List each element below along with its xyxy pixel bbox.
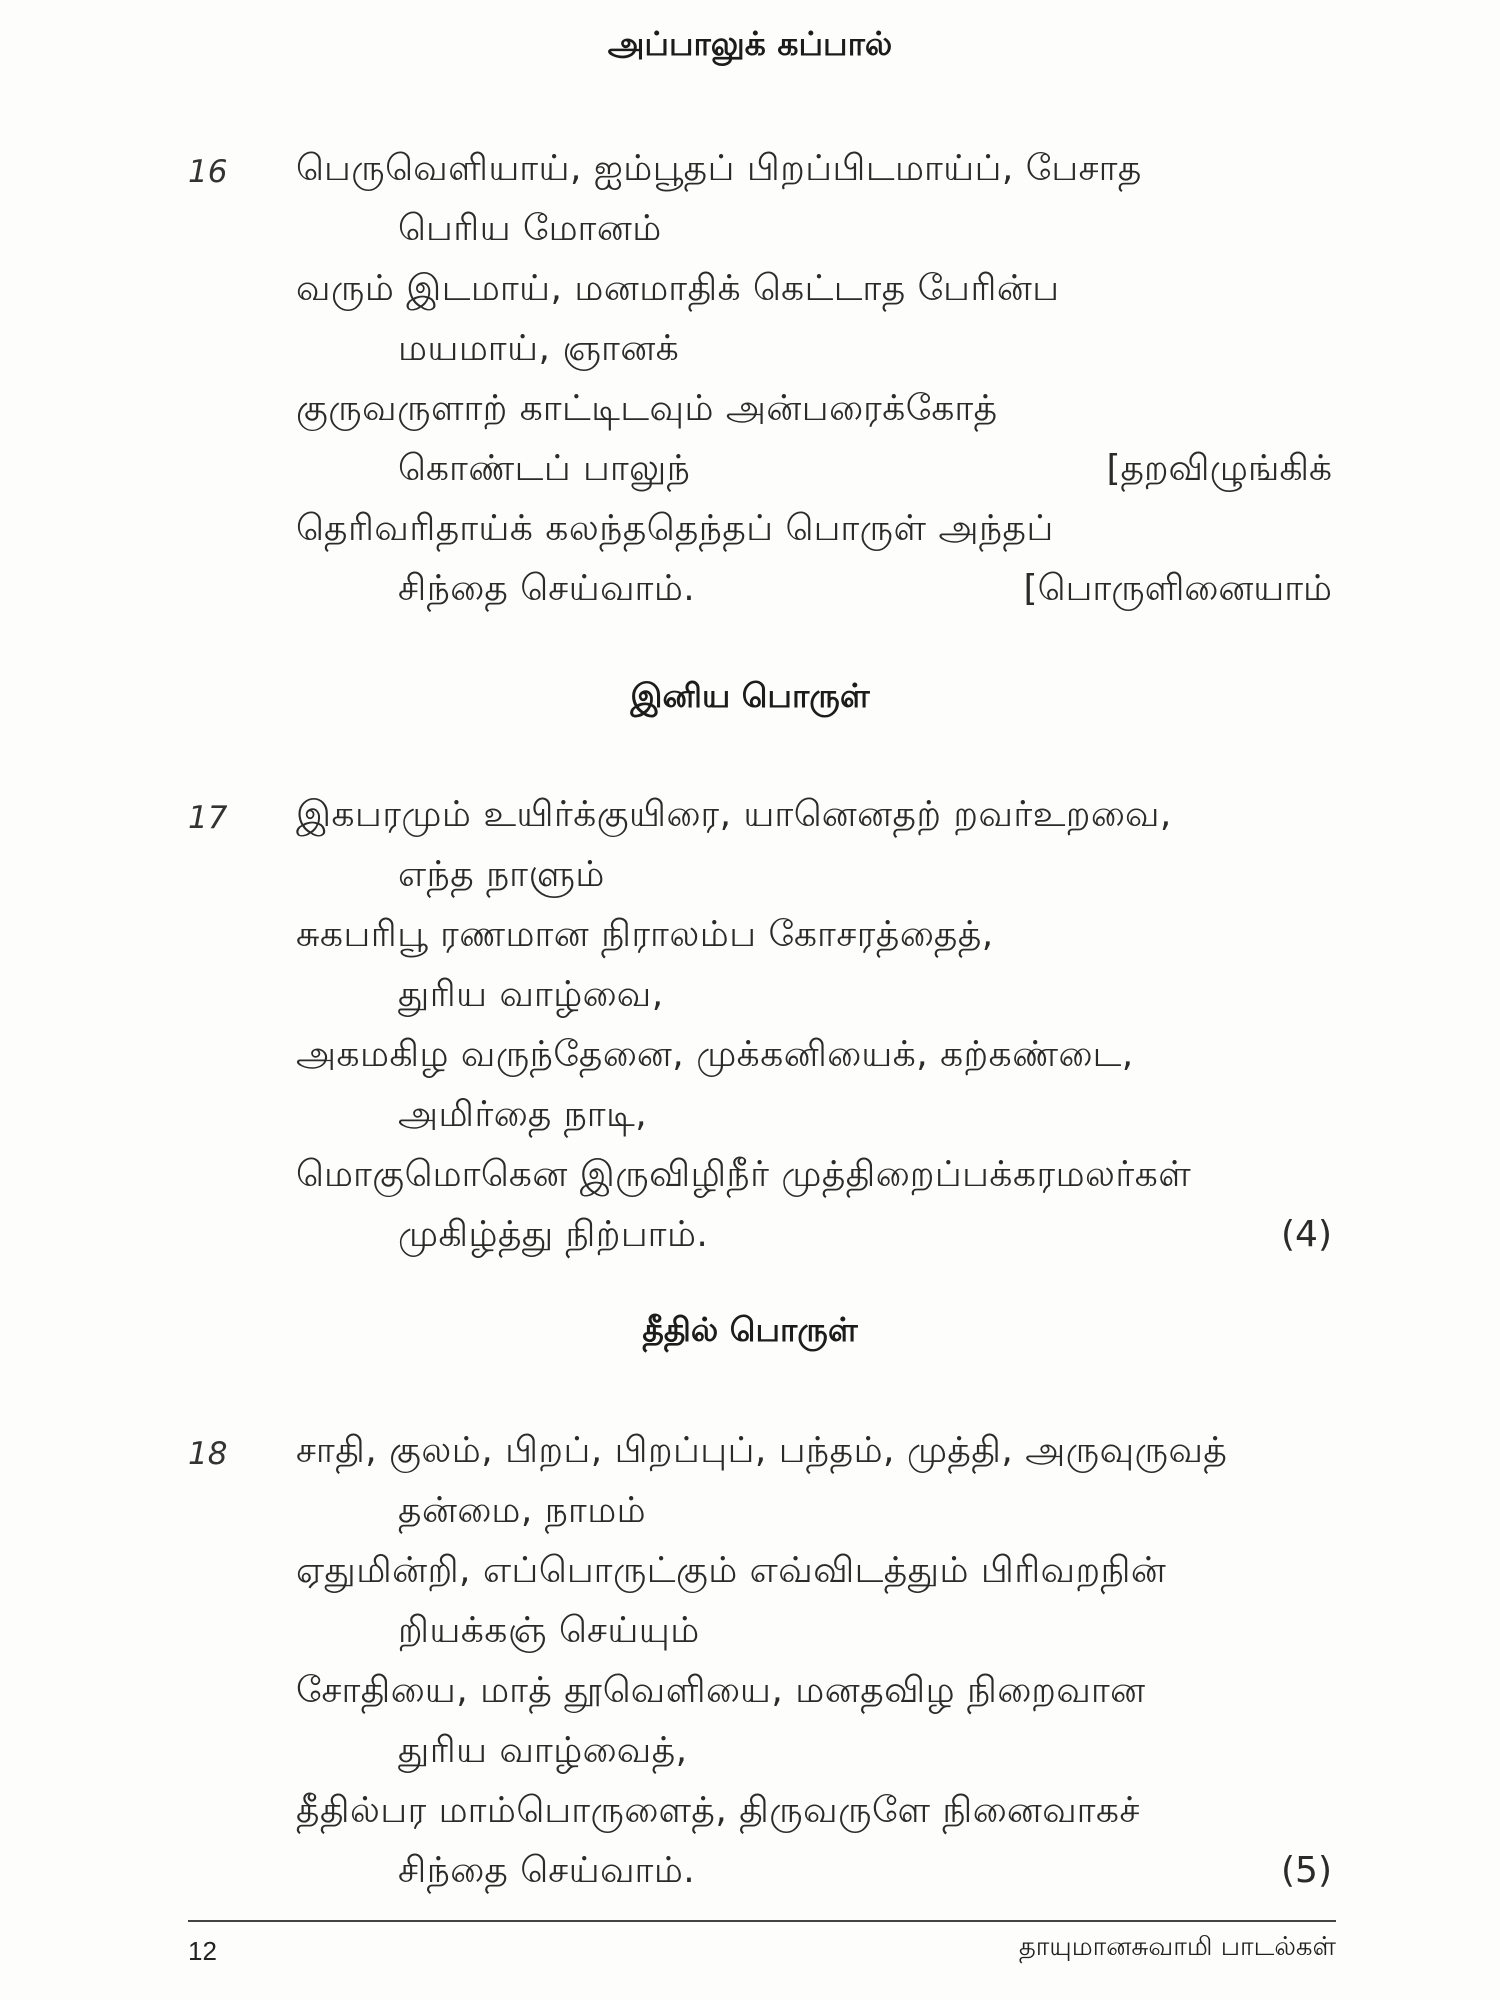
verse-line: சிந்தை செய்வாம். xyxy=(398,1850,696,1891)
verse-line: கொண்டப் பாலுந் xyxy=(398,448,691,489)
stanza-number: 16 xyxy=(188,154,228,190)
verse-line: மயமாய், ஞானக் xyxy=(398,328,680,369)
verse-line: குருவருளாற் காட்டிடவும் அன்பரைக்கோத் xyxy=(296,388,998,429)
verse-line: சுகபரிபூ ரணமான நிராலம்ப கோசரத்தைத், xyxy=(296,914,994,955)
verse-line: முகிழ்த்து நிற்பாம். xyxy=(398,1214,709,1255)
continuation-note: [தறவிழுங்கிக் xyxy=(1106,448,1332,489)
section-heading: தீதில் பொருள் xyxy=(642,1310,858,1349)
stanza-number: 18 xyxy=(188,1436,228,1472)
verse-line: துரிய வாழ்வைத், xyxy=(398,1730,688,1771)
verse-line: எந்த நாளும் xyxy=(398,854,605,895)
verse-count: (4) xyxy=(1281,1214,1332,1255)
verse-line: தெரிவரிதாய்க் கலந்ததெந்தப் பொருள் அந்தப் xyxy=(296,508,1054,549)
page-number: 12 xyxy=(188,1936,217,1966)
footer-divider xyxy=(188,1920,1336,1922)
continuation-note: [பொருளினையாம் xyxy=(1023,568,1332,609)
verse-line: பெரிய மோனம் xyxy=(398,208,662,249)
verse-line: அகமகிழ வருந்தேனை, முக்கனியைக், கற்கண்டை, xyxy=(296,1034,1134,1075)
verse-line: சோதியை, மாத் தூவெளியை, மனதவிழ நிறைவான xyxy=(296,1670,1146,1711)
section-heading: இனிய பொருள் xyxy=(630,676,870,715)
verse-line: பெருவெளியாய், ஐம்பூதப் பிறப்பிடமாய்ப், பேசாத xyxy=(296,148,1142,189)
verse-line: சிந்தை செய்வாம். xyxy=(398,568,696,609)
verse-line: தன்மை, நாமம் xyxy=(398,1490,647,1531)
section-heading: அப்பாலுக் கப்பால் xyxy=(607,24,893,63)
verse-line: அமிர்தை நாடி, xyxy=(398,1094,648,1135)
running-footer-title: தாயுமானசுவாமி பாடல்கள் xyxy=(1018,1932,1336,1962)
stanza-number: 17 xyxy=(188,800,228,836)
verse-line: மொகுமொகென இருவிழிநீர் முத்திறைப்பக்கரமலர்கள் xyxy=(296,1154,1192,1195)
verse-line: வரும் இடமாய், மனமாதிக் கெட்டாத பேரின்ப xyxy=(296,268,1060,309)
verse-line: றியக்கஞ் செய்யும் xyxy=(398,1610,700,1651)
verse-line: துரிய வாழ்வை, xyxy=(398,974,664,1015)
verse-count: (5) xyxy=(1281,1850,1332,1891)
verse-line: தீதில்பர மாம்பொருளைத், திருவருளே நினைவாகச் xyxy=(296,1790,1140,1831)
verse-line: ஏதுமின்றி, எப்பொருட்கும் எவ்விடத்தும் பிரிவறநின் xyxy=(296,1550,1167,1591)
verse-line: இகபரமும் உயிர்க்குயிரை, யானெனதற் றவர்உறவை, xyxy=(296,794,1172,835)
verse-line: சாதி, குலம், பிறப், பிறப்புப், பந்தம், முத்தி, அருவுருவத் xyxy=(296,1430,1228,1471)
